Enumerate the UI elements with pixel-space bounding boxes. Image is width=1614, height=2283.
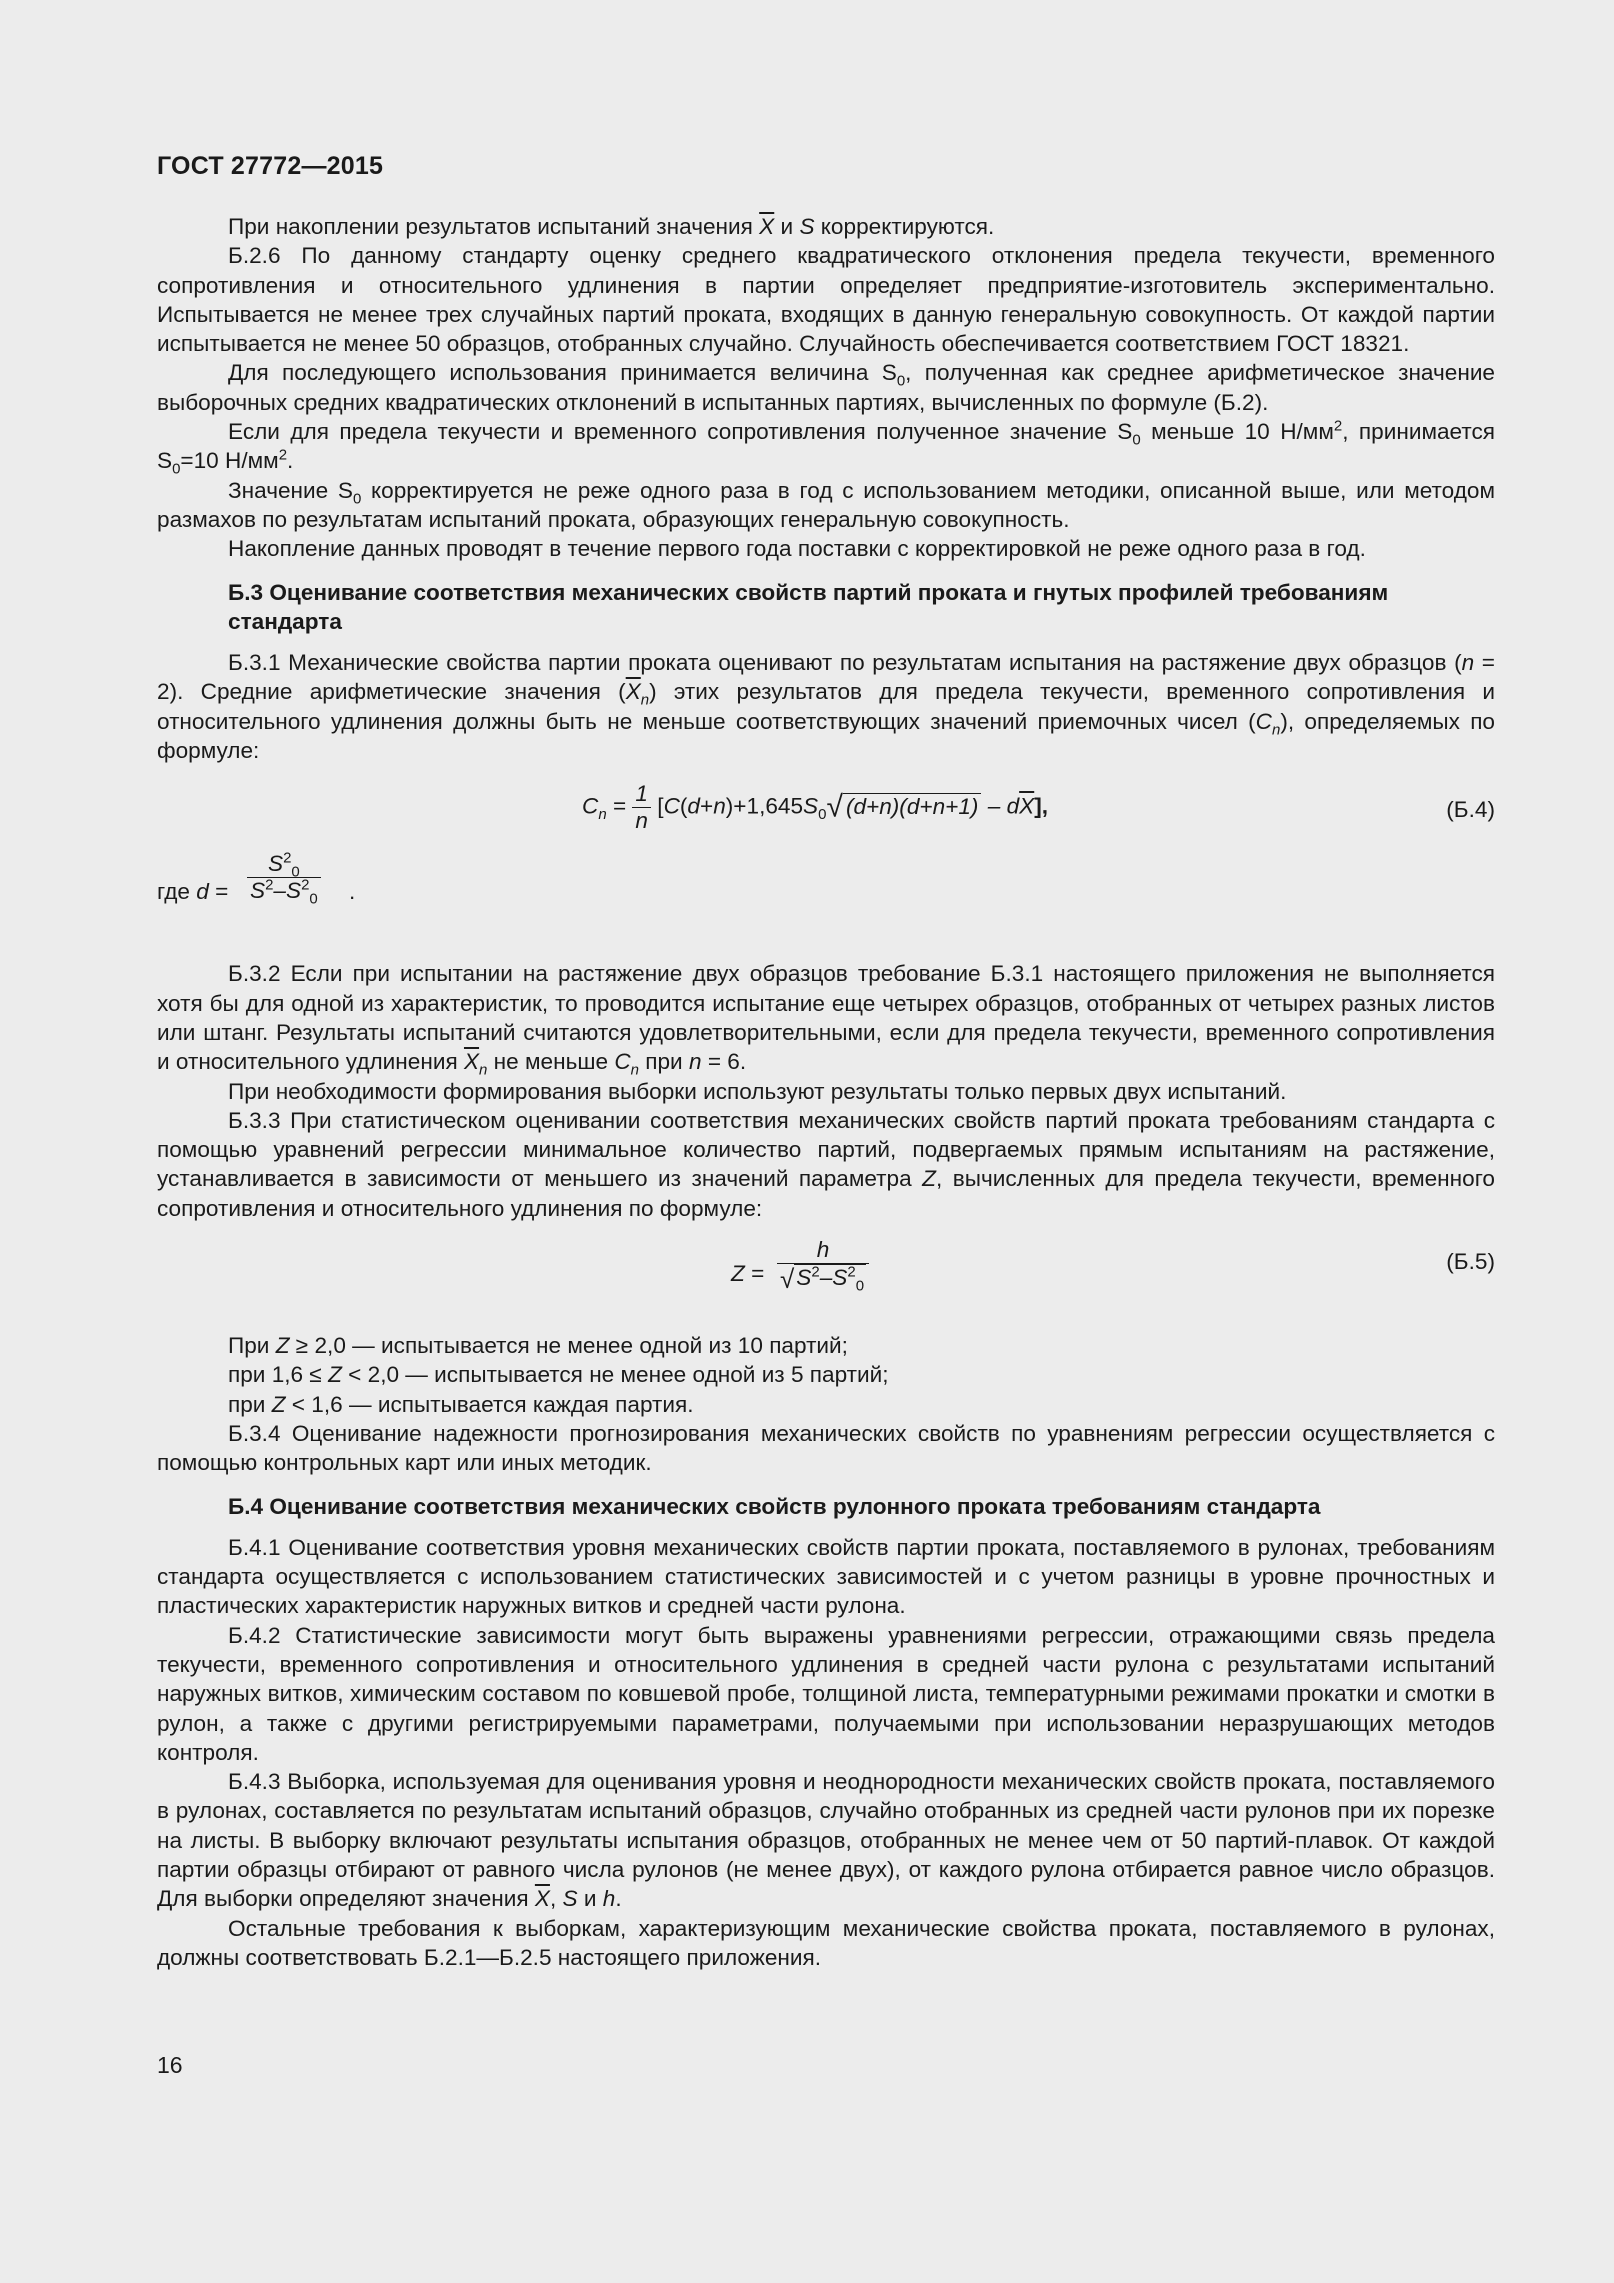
paragraph-b43: Б.4.3 Выборка, используемая для оценивания уровня и неоднородности механических свойств проката, поставляемого в рулонах, составляется по результатам испытаний образцов, случайно отобранных из средней части рулонов при их порезке на листы. В выборку включают результаты испытания образцов, отобранных не менее чем от 50 партий-плавок. От каждой партии образцы отбирают от равного числа рулонов (не менее двух), от каждого рулона отбирается равное число образцов. Для выборки определяют значения $\overline{X}$, S и h. <box>157 1769 1495 1912</box>
list-item: при Z < 1,6 — испытывается каждая партия. <box>228 1391 694 1417</box>
page-number: 16 <box>157 2052 183 2078</box>
document-body <box>157 212 1495 1972</box>
equation-number-b5: (Б.5) <box>1446 1249 1495 1275</box>
paragraph-data-accumulation: Накопление данных проводят в течение первого года поставки с корректировкой не реже одного раза в год. <box>228 536 1366 562</box>
paragraph-sample-formation: При необходимости формирования выборки используют результаты только первых двух испытаний. <box>228 1078 1287 1104</box>
paragraph-b33: Б.3.3 При статистическом оценивании соответствия механических свойств партий проката требованиям стандарта с помощью уравнений регрессии минимальное количество партий, подвергаемых прямым испытаниям на растяжение, устанавливается в зависимости от меньшего из значений параметра Z, вычисленных для предела текучести, временного сопротивления и относительного удлинения по формуле: <box>157 1107 1495 1221</box>
formula-d-definition: где d = $\frac{S^2_0}{S^2-S^2_0}$ . <box>157 849 356 908</box>
paragraph-s0-correction: Значение $S_0$ корректируется не реже одного раза в год с использованием методики, описанной выше, или методом размахов по результатам испытаний проката, образующих генеральную совокупность. <box>157 477 1495 532</box>
list-item: при 1,6 ≤ Z < 2,0 — испытывается не менее одной из 5 партий; <box>228 1362 889 1388</box>
fraction-d: $\frac{S^2_0}{S^2-S^2_0}$ <box>247 851 321 904</box>
equation-number-b4: (Б.4) <box>1446 797 1495 823</box>
sqrt-radicand: (d+n)(d+n+1) <box>843 793 982 820</box>
paragraph-b34: Б.3.4 Оценивание надежности прогнозирования механических свойств по уравнениям регрессии осуществляется с помощью контрольных карт или иных методик. <box>157 1420 1495 1476</box>
list-item: При Z ≥ 2,0 — испытывается не менее одной из 10 партий; <box>228 1333 848 1359</box>
paragraph-s0-definition: Для последующего использования принимается величина $S_0$, полученная как среднее арифметическое значение выборочных средних квадратических отклонений в испытанных партиях, вычисленных по формуле (Б.2). <box>157 360 1495 415</box>
paragraph-b42: Б.4.2 Статистические зависимости могут быть выражены уравнениями регрессии, отражающими связь предела текучести, временного сопротивления и относительного удлинения в средней части рулона с результатами испытаний наружных витков, химическим составом по ковшевой пробе, толщиной листа, температурными режимами прокатки и смотки в рулон, а также с другими регистрируемыми параметрами, получаемыми при использовании неразрушающих методов контроля. <box>157 1622 1495 1765</box>
paragraph-b31: Б.3.1 Механические свойства партии проката оценивают по результатам испытания на растяжение двух образцов (n = 2). Средние арифметические значения $(\overline{X}_n)$ этих результатов для предела текучести, временного сопротивления и относительного удлинения должны быть не меньше соответствующих значений приемочных чисел $(C_n)$, определяемых по формуле: <box>157 650 1495 764</box>
sqrt-sign: √ <box>826 790 843 824</box>
section-heading-b3: Б.3 Оценивание соответствия механических свойств партий проката и гнутых профилей требованиям стандарта <box>228 579 1389 634</box>
paragraph-remaining-requirements: Остальные требования к выборкам, характеризующим механические свойства проката, поставляемого в рулонах, должны соответствовать Б.2.1—Б.2.5 настоящего приложения. <box>157 1915 1495 1970</box>
section-heading-b4: Б.4 Оценивание соответствия механических свойств рулонного проката требованиям стандарта <box>228 1493 1321 1519</box>
paragraph-accumulation: При накоплении результатов испытаний значения $\overline{X}$ и S корректируются. <box>228 214 995 239</box>
paragraph-b32: Б.3.2 Если при испытании на растяжение двух образцов требование Б.3.1 настоящего приложения не выполняется хотя бы для одной из характеристик, то проводится испытание еще четырех образцов, отобранных от четырех разных листов или штанг. Результаты испытаний считаются удовлетворительными, если для предела текучести, временного сопротивления и относительного удлинения $\overline{X}_n$ не меньше $C_n$ при n = 6. <box>157 961 1495 1079</box>
paragraph-b26: Б.2.6 По данному стандарту оценку среднего квадратического отклонения предела текучести, временного сопротивления и относительного удлинения в партии определяет предприятие-изготовитель экспериментально. Испытывается не менее трех случайных партий проката, входящих в данную генеральную совокупность. От каждой партии испытывается не менее 50 образцов, отобранных случайно. Случайность обеспечивается соответствием ГОСТ 18321. <box>157 243 1495 357</box>
fraction-one-over-n: $\frac{1}{n}$ <box>632 781 651 834</box>
document-header: ГОСТ 27772—2015 <box>157 152 384 180</box>
fraction-z: $\frac{h}{√S^2-S^2_0}$ <box>777 1237 869 1292</box>
paragraph-s0-minimum: Если для предела текучести и временного сопротивления полученное значение $S_0$ меньше 10 $Н/мм^2$, принимается $S_0=10$ $Н/мм^2$. <box>157 417 1495 478</box>
formula-b4: $C_n$ = $\frac{1}{n}$ [$C(d+n)+1,645S_0√$ $(d+n)(d+n+1) - d\overline{X}$], (Б.4) <box>582 781 1495 834</box>
formula-b5: Z = $\frac{h}{√S^2-S^2_0}$ (Б.5) <box>731 1237 1495 1295</box>
paragraph-b41: Б.4.1 Оценивание соответствия уровня механических свойств партии проката, поставляемого в рулонах, требованиям стандарта осуществляется с использованием статистических зависимостей и с учетом разницы в уровне прочностных и пластических характеристик наружных витков и средней части рулона. <box>157 1534 1495 1619</box>
